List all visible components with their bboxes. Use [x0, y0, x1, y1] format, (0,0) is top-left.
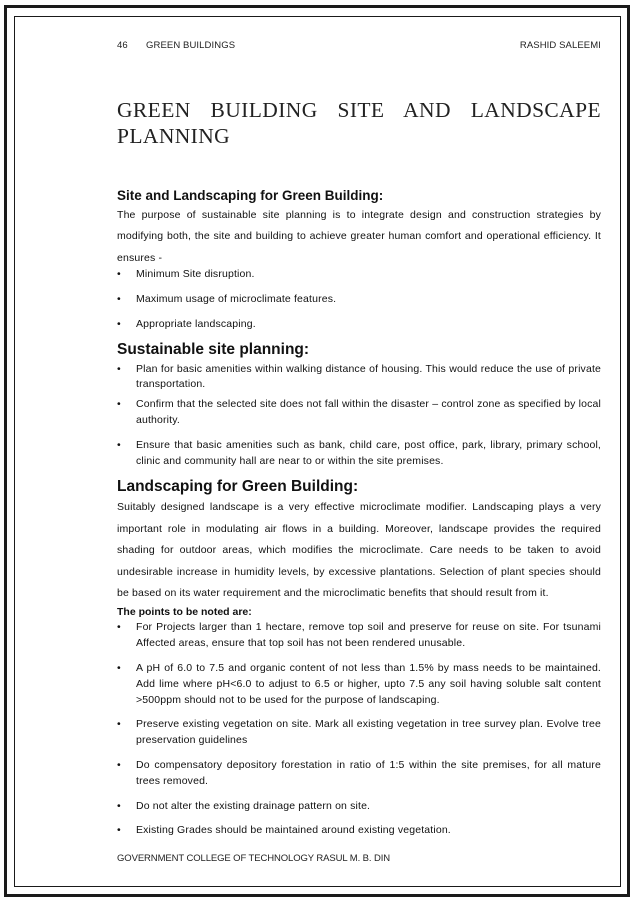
- section-paragraph: The purpose of sustainable site planning is to integrate design and construction strategies by modifying both, the site and building to achieve greater human comfort and operational efficiency. It ensures -: [117, 209, 601, 264]
- list-item: • Existing Grades should be maintained around existing vegetation.: [117, 823, 601, 839]
- list-item: • Minimum Site disruption.: [117, 267, 601, 283]
- bullet-icon: •: [117, 662, 121, 675]
- bullet-icon: •: [117, 621, 121, 634]
- bullet-icon: •: [117, 398, 121, 411]
- bullet-icon: •: [117, 799, 121, 812]
- bullet-icon: •: [117, 718, 121, 731]
- page-content: [117, 97, 601, 839]
- bullet-icon: •: [117, 268, 121, 281]
- bullet-list: [117, 620, 601, 839]
- points-heading: The points to be noted are:: [117, 606, 252, 619]
- list-item: • Ensure that basic amenities such as bank, child care, post office, park, library, primary school, clinic and community hall are near to or within the site premises.: [117, 438, 601, 467]
- bullet-icon: •: [117, 293, 121, 306]
- section-heading-landscaping: Landscaping for Green Building:: [117, 478, 359, 496]
- section-heading-site-landscaping: Site and Landscaping for Green Building:: [117, 188, 384, 203]
- bullet-icon: •: [117, 362, 121, 375]
- bullet-icon: •: [117, 317, 121, 330]
- page-number: 46: [117, 40, 128, 51]
- list-item: • A pH of 6.0 to 7.5 and organic content of not less than 1.5% by mass needs to be maintained. Add lime where pH<6.0 to adjust to 6.5 or higher, upto 7.5 any soil having soluble salt content >500ppm should not to be used for the purpose of landscaping.: [117, 662, 601, 706]
- list-item: • Confirm that the selected site does not fall within the disaster – control zone as specified by local authority.: [117, 398, 601, 426]
- list-item: • Appropriate landscaping.: [117, 317, 601, 333]
- bullet-icon: •: [117, 438, 121, 451]
- list-item: • Plan for basic amenities within walking distance of housing. This would reduce the use of private transportation.: [117, 362, 601, 391]
- list-item: • Do not alter the existing drainage pattern on site.: [117, 799, 601, 815]
- list-item: • Do compensatory depository forestation in ratio of 1:5 within the site premises, for all mature trees removed.: [117, 759, 601, 787]
- bullet-icon: •: [117, 824, 121, 837]
- author-name: RASHID SALEEMI: [519, 40, 601, 51]
- section-paragraph: Suitably designed landscape is a very effective microclimate modifier. Landscaping plays a very important role in modulating air flows in a building. Moreover, landscape provides the required shading for outdoor areas, which modifies the microclimate. Care needs to be taken to avoid undesirable increase in humidity levels, by excessive plantations. Selection of plant species should be based on its water requirement and the microclimatic benefits that should result from it.: [117, 501, 601, 600]
- page-footer: GOVERNMENT COLLEGE OF TECHNOLOGY RASUL M. B. DIN: [117, 853, 391, 864]
- bullet-list: [117, 362, 601, 470]
- bullet-list: [117, 267, 601, 332]
- list-item: • For Projects larger than 1 hectare, remove top soil and preserve for reuse on site. For tsunami Affected areas, ensure that top soil has not been rendered unusable.: [117, 621, 601, 650]
- chapter-title: GREEN BUILDING SITE AND LANDSCAPE PLANNING: [117, 98, 601, 148]
- list-item: • Maximum usage of microclimate features.: [117, 292, 601, 308]
- bullet-icon: •: [117, 759, 121, 771]
- running-title: GREEN BUILDINGS: [146, 40, 236, 51]
- section-heading-sustainable-site: Sustainable site planning:: [117, 340, 310, 358]
- list-item: • Preserve existing vegetation on site. Mark all existing vegetation in tree survey plan. Evolve tree preservation guidelines: [117, 718, 601, 747]
